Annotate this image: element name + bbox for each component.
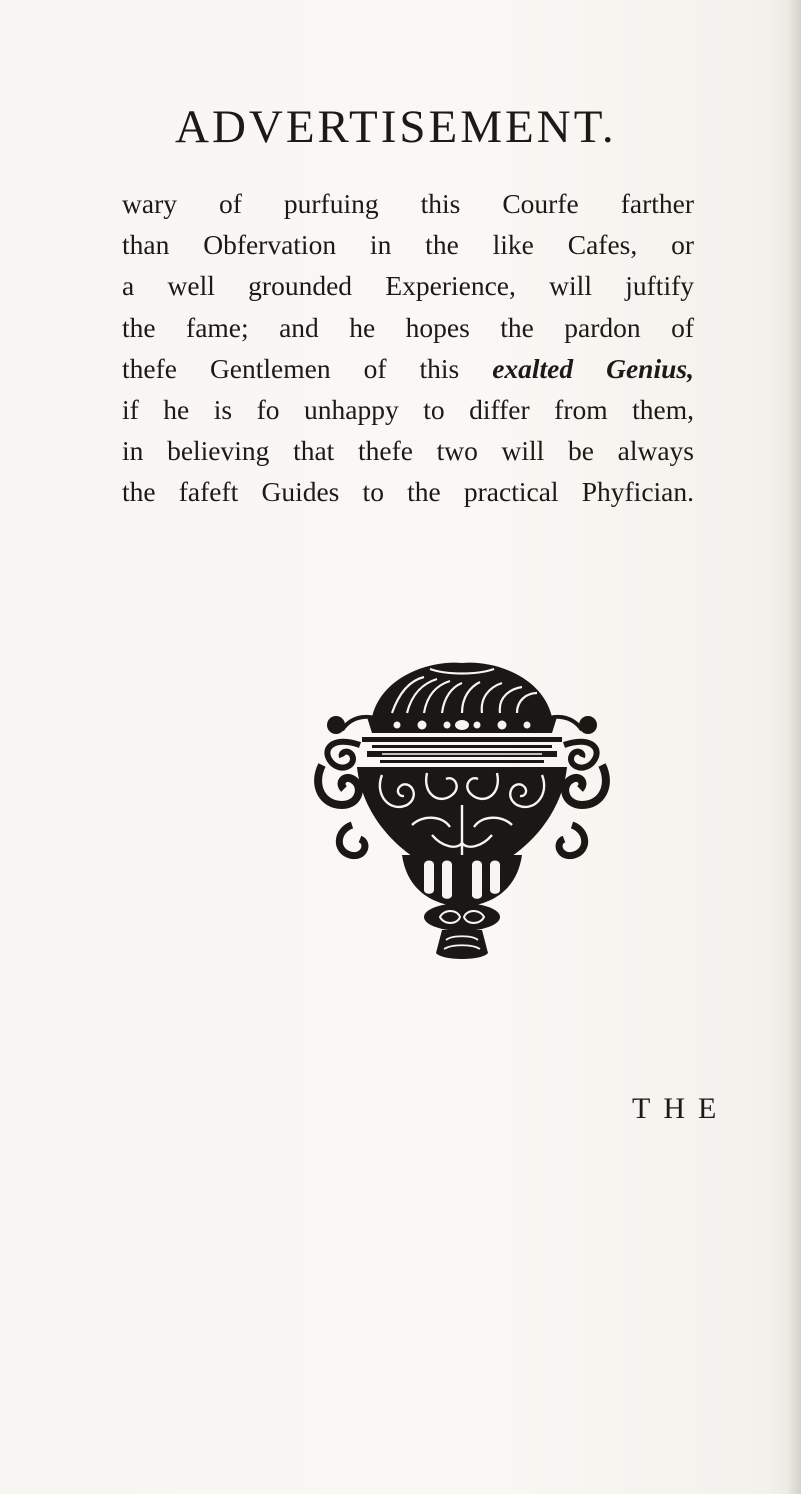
text-line (122, 348, 694, 389)
page-edge-shadow (787, 0, 801, 1494)
italic-phrase: exalted Genius, (492, 352, 694, 384)
text-line-prefix: thefe Gentlemen of this (122, 352, 493, 384)
catchword: THE (632, 1092, 730, 1125)
body-paragraph (122, 183, 694, 513)
text-line: the fame; and he hopes the pardon of (122, 311, 694, 343)
page-header: ADVERTISEMENT. (175, 101, 617, 153)
text-line: wary of purfuing this Courfe farther (122, 188, 694, 219)
text-line: in believing that thefe two will be always (122, 435, 694, 467)
text-line: a well grounded Experience, will juftify (122, 270, 694, 302)
text-line: than Obfervation in the like Cafes, or (122, 229, 694, 261)
text-line: if he is fo unhappy to differ from them, (122, 394, 694, 426)
text-line: the fafeft Guides to the practical Phyfician. (122, 476, 694, 508)
crowned-basket-ornament-icon (312, 655, 612, 965)
